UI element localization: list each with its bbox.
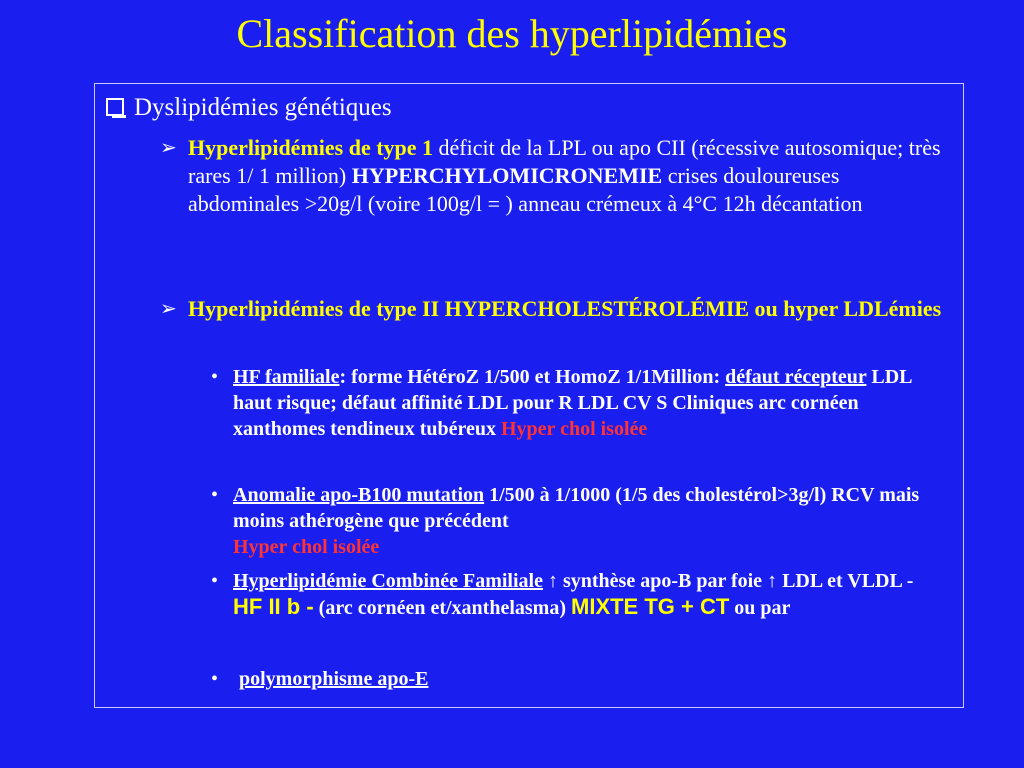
hcf-text4: ou par (729, 597, 791, 619)
up-arrow-icon: ↑ (542, 570, 558, 592)
hf-link: HF familiale (233, 366, 340, 388)
type1-bold: HYPERCHYLOMICRONEMIE (351, 163, 663, 188)
type2-label: Hyperlipidémies de type II HYPERCHOLESTÉROLÉMIE ou hyper LDLémies (188, 296, 942, 321)
slide-title: Classification des hyperlipidémies (236, 11, 788, 56)
arrow-bullet-icon: ➢ (160, 137, 177, 159)
apob-red: Hyper chol isolée (233, 536, 380, 558)
type1-label: Hyperlipidémies de type 1 (188, 135, 434, 160)
hf-text2: LDL haut risque; défaut affinité LDL pour R LDL CV S Cliniques arc cornéen xanthomes tendineux tubéreux (233, 366, 912, 440)
type2-item (160, 295, 950, 323)
dot-bullet-icon: • (211, 570, 219, 592)
apoe-item (211, 666, 941, 692)
hcf-link: Hyperlipidémie Combinée Familiale (233, 570, 543, 592)
dot-bullet-icon: • (211, 366, 219, 388)
hf-link2: défaut récepteur (725, 366, 867, 388)
checkbox-bullet-icon (106, 98, 124, 116)
hcf-yellow2: MIXTE TG + CT (571, 594, 730, 619)
type1-text1: déficit de la LPL ou apo CII (récessive autosomique; très rares 1/ 1 million) (188, 135, 941, 188)
arrow-bullet-icon: ➢ (160, 298, 177, 320)
up-arrow-icon: ↑ (767, 570, 778, 592)
apoe-link: polymorphisme apo-E (239, 668, 429, 690)
apob-item (211, 482, 941, 560)
hcf-item (211, 568, 941, 621)
hf-text1: : forme HétéroZ 1/500 et HomoZ 1/1Million: (339, 366, 726, 388)
type1-text2: crises douloureuses abdominales >20g/l (voire 100g/l = ) anneau crémeux à 4°C 12h décantation (188, 163, 863, 216)
hf-item (211, 364, 941, 442)
section-heading-text: Dyslipidémies génétiques (134, 94, 392, 121)
apob-text: 1/500 à 1/1000 (1/5 des cholestérol>3g/l) RCV mais moins athérogène que précédent (233, 484, 920, 532)
apob-link: Anomalie apo-B100 mutation (233, 484, 485, 506)
dot-bullet-icon: • (211, 668, 219, 690)
type1-item (160, 134, 950, 218)
dot-bullet-icon: • (211, 484, 219, 506)
hcf-yellow1: HF II b - (233, 594, 314, 619)
hcf-text3: (arc cornéen et/xanthelasma) (313, 597, 571, 619)
section-heading (106, 93, 392, 123)
hf-red: Hyper chol isolée (501, 418, 648, 440)
hcf-text2: LDL et VLDL - (777, 570, 914, 592)
hcf-text1: synthèse apo-B par foie (557, 570, 768, 592)
